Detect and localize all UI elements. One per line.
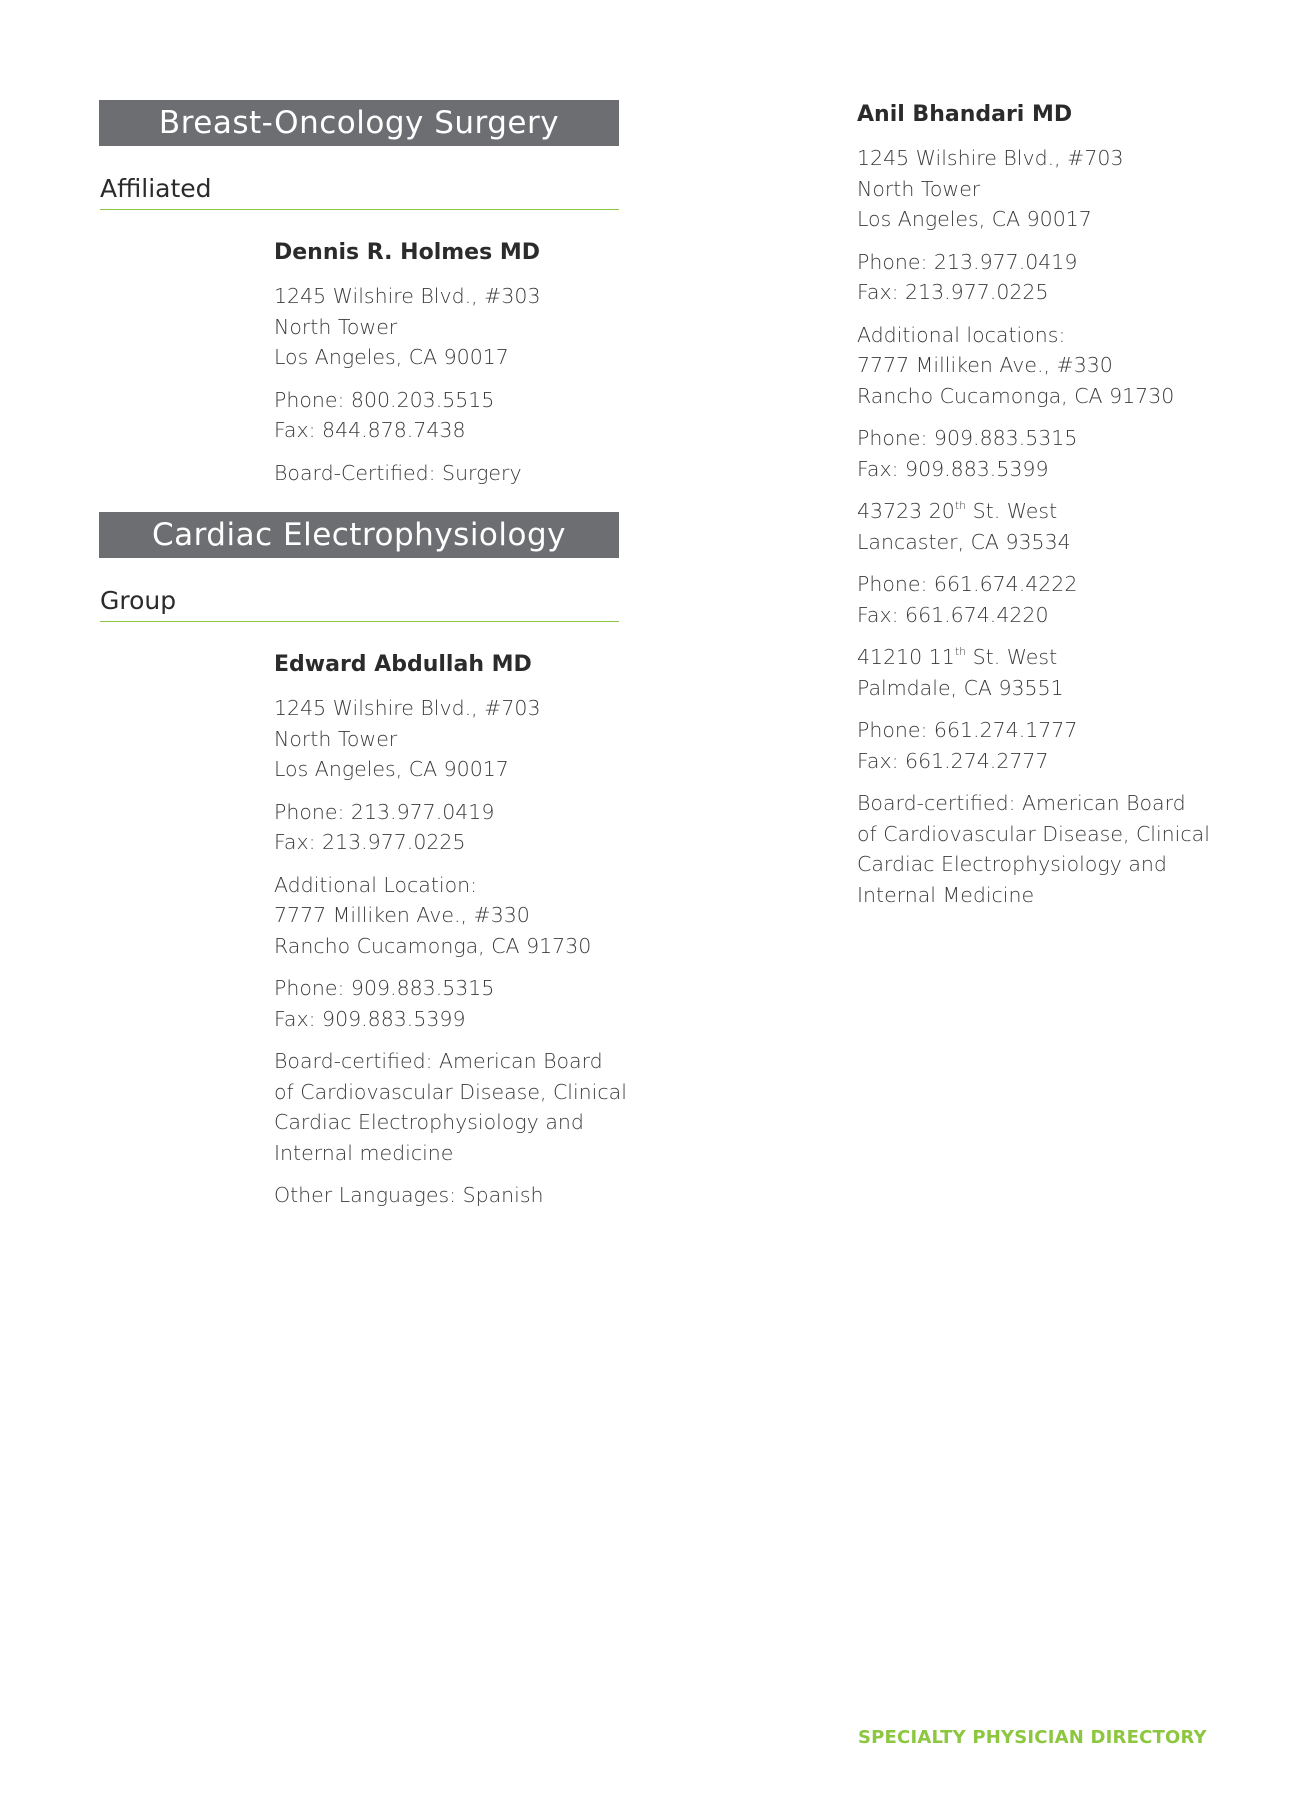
phone-number: Phone: 909.883.5315 xyxy=(274,976,495,1000)
ordinal-suffix: th xyxy=(954,499,967,512)
phone-number: Phone: 213.977.0419 xyxy=(857,249,1078,274)
address-line: Palmdale, CA 93551 xyxy=(857,675,1064,700)
address-block xyxy=(857,496,1287,557)
additional-location-label: Additional Location: xyxy=(274,872,478,897)
address-line: North Tower xyxy=(274,314,398,339)
physician-name: Edward Abdullah MD xyxy=(274,652,532,677)
address-line: 1245 Wilshire Blvd., #703 xyxy=(274,696,541,720)
board-line: Cardiac Electrophysiology and xyxy=(857,852,1167,876)
fax-number: Fax: 213.977.0225 xyxy=(857,280,1049,304)
address-block xyxy=(857,642,1287,703)
address-line: Lancaster, CA 93534 xyxy=(857,529,1071,554)
contact-block xyxy=(274,385,619,446)
fax-number: Fax: 909.883.5399 xyxy=(857,456,1049,481)
board-line: of Cardiovascular Disease, Clinical xyxy=(274,1079,627,1104)
physician-entry xyxy=(274,652,627,1211)
address-line xyxy=(857,496,1287,527)
physician-entry xyxy=(857,102,1287,910)
contact-block xyxy=(857,247,1287,308)
section-title-cardiac-electrophysiology: Cardiac Electrophysiology xyxy=(99,512,619,558)
board-certification xyxy=(274,1046,627,1168)
address-line: Los Angeles, CA 90017 xyxy=(274,345,509,369)
street-number: 41210 11 xyxy=(857,645,955,669)
address-line: North Tower xyxy=(857,176,981,201)
phone-number: Phone: 661.274.1777 xyxy=(857,718,1078,742)
board-line: Board-certified: American Board xyxy=(857,791,1186,815)
address-line: North Tower xyxy=(274,726,398,751)
languages xyxy=(274,1180,619,1211)
contact-block xyxy=(857,715,1287,776)
subhead-group: Group xyxy=(100,586,619,622)
address-line: 1245 Wilshire Blvd., #703 xyxy=(857,146,1124,170)
section-title-breast-oncology: Breast-Oncology Surgery xyxy=(99,100,619,146)
physician-name: Anil Bhandari MD xyxy=(857,102,1073,127)
board-line: Internal medicine xyxy=(274,1140,454,1165)
fax-number: Fax: 213.977.0225 xyxy=(274,830,466,854)
address-line: Rancho Cucamonga, CA 91730 xyxy=(857,383,1175,408)
address-line: 7777 Milliken Ave., #330 xyxy=(857,353,1113,377)
right-column xyxy=(857,100,1287,922)
physician-entry xyxy=(274,240,619,488)
address-line xyxy=(857,642,1287,673)
address-block xyxy=(857,143,1287,235)
additional-location-label: Additional locations: xyxy=(857,322,1066,347)
address-line: Los Angeles, CA 90017 xyxy=(857,207,1092,231)
fax-number: Fax: 661.674.4220 xyxy=(857,602,1049,627)
board-line: Board-Certified: Surgery xyxy=(274,460,522,485)
additional-location-block xyxy=(857,320,1287,412)
address-line: Rancho Cucamonga, CA 91730 xyxy=(274,933,592,958)
phone-number: Phone: 800.203.5515 xyxy=(274,387,495,412)
physician-name: Dennis R. Holmes MD xyxy=(274,240,540,265)
street-number: 43723 20 xyxy=(857,499,955,523)
board-line: Cardiac Electrophysiology and xyxy=(274,1110,584,1134)
fax-number: Fax: 909.883.5399 xyxy=(274,1006,466,1031)
phone-number: Phone: 213.977.0419 xyxy=(274,799,495,824)
board-line: Internal Medicine xyxy=(857,882,1035,907)
address-block xyxy=(274,281,619,373)
contact-block xyxy=(274,973,619,1034)
ordinal-suffix: th xyxy=(954,645,967,658)
address-line: 1245 Wilshire Blvd., #303 xyxy=(274,284,541,308)
contact-block xyxy=(857,423,1287,484)
address-line: Los Angeles, CA 90017 xyxy=(274,757,509,781)
street-name: St. West xyxy=(966,645,1058,669)
address-block xyxy=(274,693,619,785)
address-line: 7777 Milliken Ave., #330 xyxy=(274,903,530,927)
additional-location-block xyxy=(274,870,619,962)
street-name: St. West xyxy=(966,499,1058,523)
footer-directory-title: SPECIALTY PHYSICIAN DIRECTORY xyxy=(858,1727,1207,1748)
languages-line: Other Languages: Spanish xyxy=(274,1183,544,1207)
board-line: Board-certified: American Board xyxy=(274,1049,603,1073)
subhead-affiliated: Affiliated xyxy=(100,174,619,210)
phone-number: Phone: 909.883.5315 xyxy=(857,426,1078,450)
fax-number: Fax: 661.274.2777 xyxy=(857,748,1049,773)
board-certification xyxy=(274,458,619,489)
fax-number: Fax: 844.878.7438 xyxy=(274,418,466,442)
contact-block xyxy=(857,569,1287,630)
board-line: of Cardiovascular Disease, Clinical xyxy=(857,821,1210,846)
contact-block xyxy=(274,797,619,858)
board-certification xyxy=(857,788,1287,910)
phone-number: Phone: 661.674.4222 xyxy=(857,572,1078,596)
left-column xyxy=(99,100,627,1223)
